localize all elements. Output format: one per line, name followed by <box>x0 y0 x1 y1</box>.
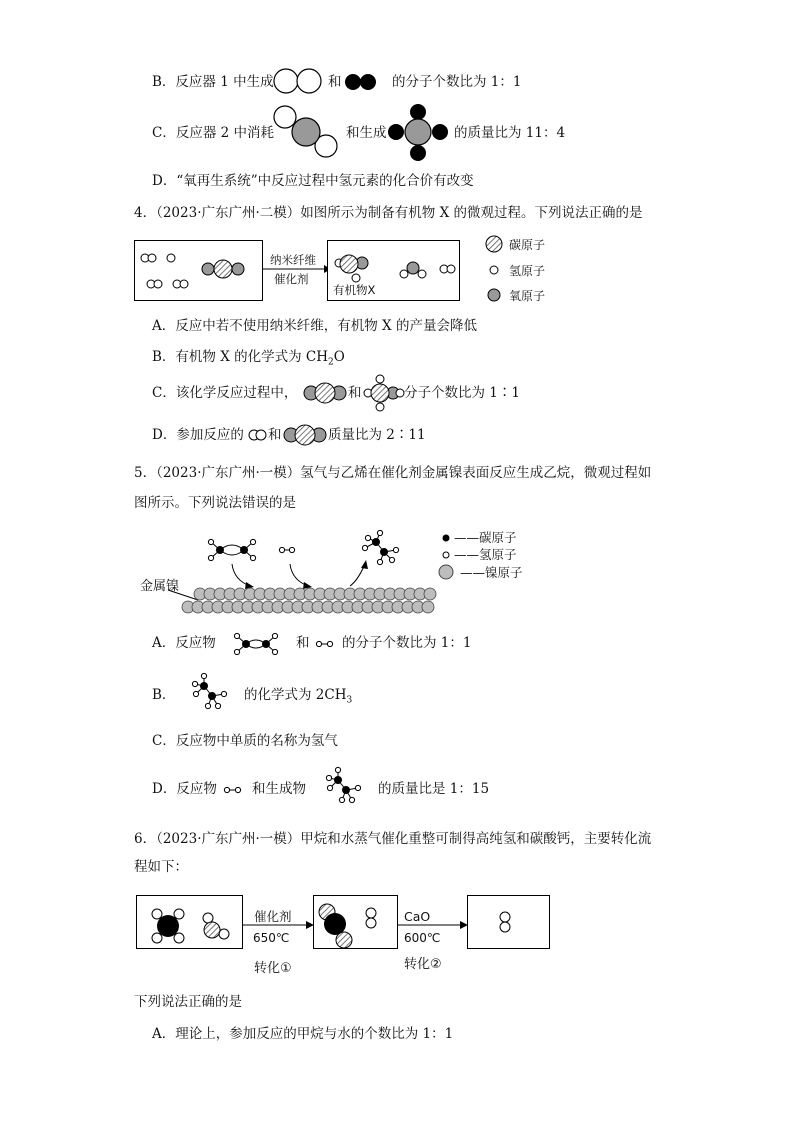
q4-arrow-top-label: 纳米纤维 <box>270 253 316 267</box>
q6-question: 下列说法正确的是 <box>134 994 242 1010</box>
q6-conversion1-label: 转化① <box>254 961 292 976</box>
q4-option-b-sub: 2 <box>328 357 334 368</box>
q4-arrow-bottom-label: 催化剂 <box>274 272 309 286</box>
q4-option-c-prefix: C．该化学反应过程中， <box>152 385 298 401</box>
carbon-dioxide-molecule-icon <box>272 104 342 160</box>
q5-metal-label: 金属镍 <box>140 579 180 594</box>
q5-option-c[interactable]: C．反应物中单质的名称为氢气 <box>152 733 338 749</box>
h2-molecule-icon <box>314 638 336 650</box>
q4-option-b[interactable] <box>152 348 345 372</box>
q4-option-d-suffix: 质量比为 2∶11 <box>328 427 426 443</box>
option-b-prefix: B．反应器 1 中生成 <box>152 74 274 90</box>
q6-arrow2-bottom: 600℃ <box>404 931 441 945</box>
legend-oxygen-label: 氧原子 <box>509 289 546 303</box>
ethylene-molecule-icon <box>230 630 282 658</box>
q6-arrow1-top: 催化剂 <box>254 909 292 924</box>
q6-conversion2-label: 转化② <box>404 957 442 972</box>
q5-option-a-suffix: 的分子个数比为 1：1 <box>342 635 472 651</box>
methane-molecule-icon <box>386 102 450 162</box>
q5-option-a-mid: 和 <box>296 635 310 651</box>
q5-option-d-prefix: D．反应物 <box>152 781 217 797</box>
co2-molecule-icon <box>302 383 348 403</box>
methanol-molecule-icon <box>364 374 404 412</box>
q4-option-b-text: B．有机物 X 的化学式为 CH <box>152 349 329 365</box>
option-c-suffix: 的质量比为 11：4 <box>454 125 566 141</box>
option-b-suffix: 的分子个数比为 1：1 <box>392 74 522 90</box>
q5-legend-carbon: ——碳原子 <box>454 530 517 545</box>
option-c-prefix: C．反应器 2 中消耗 <box>152 125 275 141</box>
q6-arrow1-bottom: 650℃ <box>253 931 290 945</box>
ethane-molecule-icon <box>184 672 234 712</box>
q6-arrow2-top: CaO <box>404 909 431 924</box>
q5-legend-hydrogen: ——氢原子 <box>454 547 517 562</box>
q6-stem-line1: 6．（2023·广东广州·一模）甲烷和水蒸气催化重整可制得高纯氢和碳酸钙，主要转化流 <box>134 831 652 847</box>
black-diatomic-molecule-icon <box>344 72 380 92</box>
q4-option-b-tail: O <box>333 349 345 365</box>
q6-flow-diagram <box>134 892 554 954</box>
q5-nickel-surface-diagram <box>140 528 450 618</box>
q4-option-a[interactable]: A．反应中若不使用纳米纤维，有机物 X 的产量会降低 <box>152 318 477 334</box>
legend-carbon-label: 碳原子 <box>509 238 546 252</box>
oxygen-molecule-icon <box>272 66 324 96</box>
h2-molecule-icon <box>248 428 268 442</box>
h2-molecule-icon <box>222 784 244 796</box>
q4-product-label: 有机物X <box>333 283 376 297</box>
q5-option-b-sub: 3 <box>346 695 353 706</box>
q5-legend-nickel: ——镍原子 <box>460 565 523 580</box>
co2-molecule-icon <box>282 425 328 445</box>
q4-stem: 4．（2023·广东广州·二模）如图所示为制备有机物 X 的微观过程。下列说法正确的是 <box>134 205 643 221</box>
q4-option-c-suffix: 分子个数比为 1∶1 <box>404 385 520 401</box>
q3-option-d[interactable]: D．“氧再生系统”中反应过程中氢元素的化合价有改变 <box>152 173 474 189</box>
ethane-molecule-icon <box>318 766 368 806</box>
q5-option-d-mid: 和生成物 <box>252 781 306 797</box>
option-c-mid: 和生成 <box>346 125 387 141</box>
q5-stem-line2: 图所示。下列说法错误的是 <box>134 495 296 511</box>
q4-option-d-prefix: D．参加反应的 <box>152 427 244 443</box>
q6-stem-line2: 程如下： <box>134 859 188 875</box>
q4-option-d-mid: 和 <box>268 427 282 443</box>
q5-stem-line1: 5．（2023·广东广州·一模）氢气与乙烯在催化剂金属镍表面反应生成乙烷，微观过程如 <box>134 465 652 481</box>
q5-option-b-formula <box>244 686 352 710</box>
q4-option-c-mid: 和 <box>348 385 362 401</box>
q5-option-b-prefix: B． <box>152 687 176 703</box>
option-b-mid: 和 <box>328 74 342 90</box>
q5-option-b-suffix: 的化学式为 2CH <box>244 687 347 703</box>
q5-option-d-suffix: 的质量比是 1：15 <box>378 781 490 797</box>
q5-option-a-prefix: A．反应物 <box>152 635 216 651</box>
q6-option-a[interactable]: A．理论上，参加反应的甲烷与水的个数比为 1：1 <box>152 1026 454 1042</box>
legend-hydrogen-label: 氢原子 <box>509 264 546 278</box>
